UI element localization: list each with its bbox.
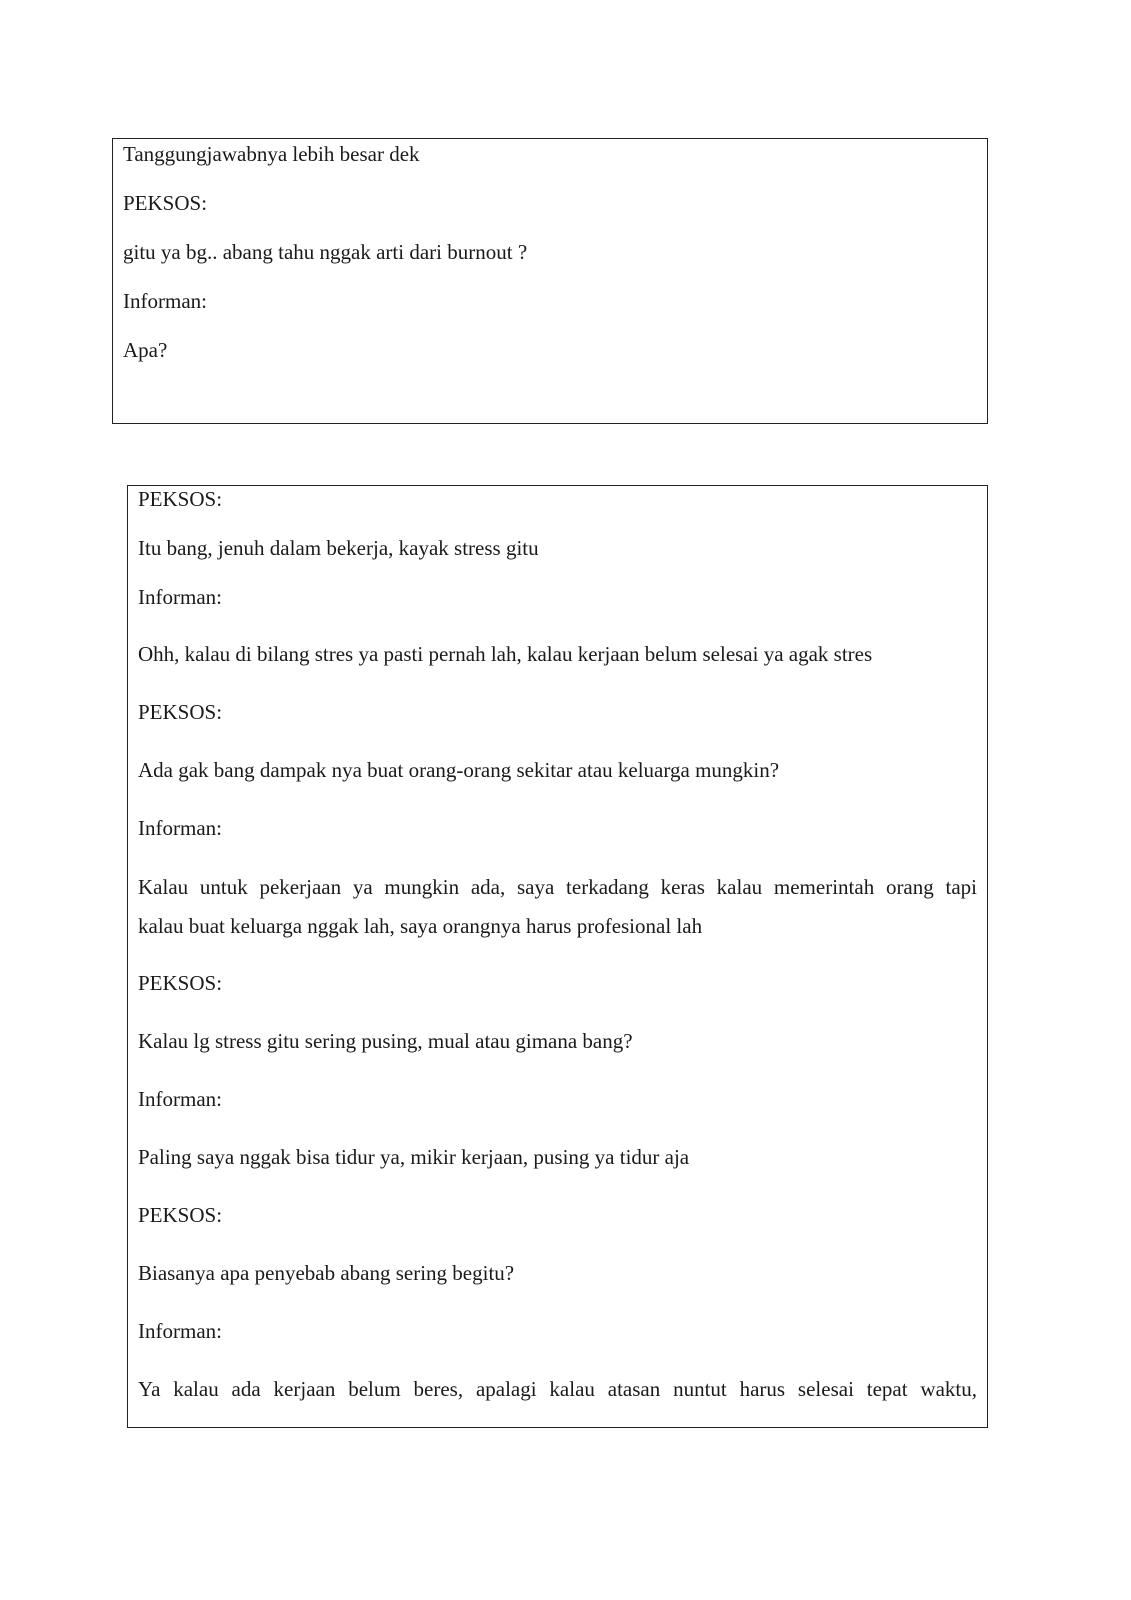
speaker-label-informan: Informan: xyxy=(138,816,222,840)
transcript-line: Paling saya nggak bisa tidur ya, mikir kerjaan, pusing ya tidur aja xyxy=(138,1145,690,1169)
transcript-line: Ada gak bang dampak nya buat orang-orang sekitar atau keluarga mungkin? xyxy=(138,758,780,782)
transcript-line: Biasanya apa penyebab abang sering begitu? xyxy=(138,1261,515,1285)
speaker-label-peksos: PEKSOS: xyxy=(138,487,223,511)
speaker-label-informan: Informan: xyxy=(138,1319,222,1343)
speaker-label-informan: Informan: xyxy=(138,585,222,609)
transcript-line: Ya kalau ada kerjaan belum beres, apalagi kalau atasan nuntut harus selesai tepat waktu, xyxy=(138,1377,977,1401)
transcript-line: kalau buat keluarga nggak lah, saya orangnya harus profesional lah xyxy=(138,914,703,938)
transcript-line: Kalau untuk pekerjaan ya mungkin ada, saya terkadang keras kalau memerintah orang tapi xyxy=(138,875,977,899)
transcript-line: Tanggungjawabnya lebih besar dek xyxy=(123,142,420,166)
speaker-label-peksos: PEKSOS: xyxy=(123,191,208,215)
transcript-box-1 xyxy=(112,138,988,424)
speaker-label-informan: Informan: xyxy=(138,1087,222,1111)
transcript-line: gitu ya bg.. abang tahu nggak arti dari burnout ? xyxy=(123,240,528,264)
speaker-label-peksos: PEKSOS: xyxy=(138,700,223,724)
speaker-label-peksos: PEKSOS: xyxy=(138,971,223,995)
transcript-line: Kalau lg stress gitu sering pusing, mual atau gimana bang? xyxy=(138,1029,633,1053)
transcript-line: Itu bang, jenuh dalam bekerja, kayak stress gitu xyxy=(138,536,539,560)
speaker-label-informan: Informan: xyxy=(123,289,207,313)
transcript-box-2 xyxy=(127,485,988,1428)
speaker-label-peksos: PEKSOS: xyxy=(138,1203,223,1227)
transcript-line: Apa? xyxy=(123,338,168,362)
transcript-line: Ohh, kalau di bilang stres ya pasti pernah lah, kalau kerjaan belum selesai ya agak stres xyxy=(138,642,873,666)
